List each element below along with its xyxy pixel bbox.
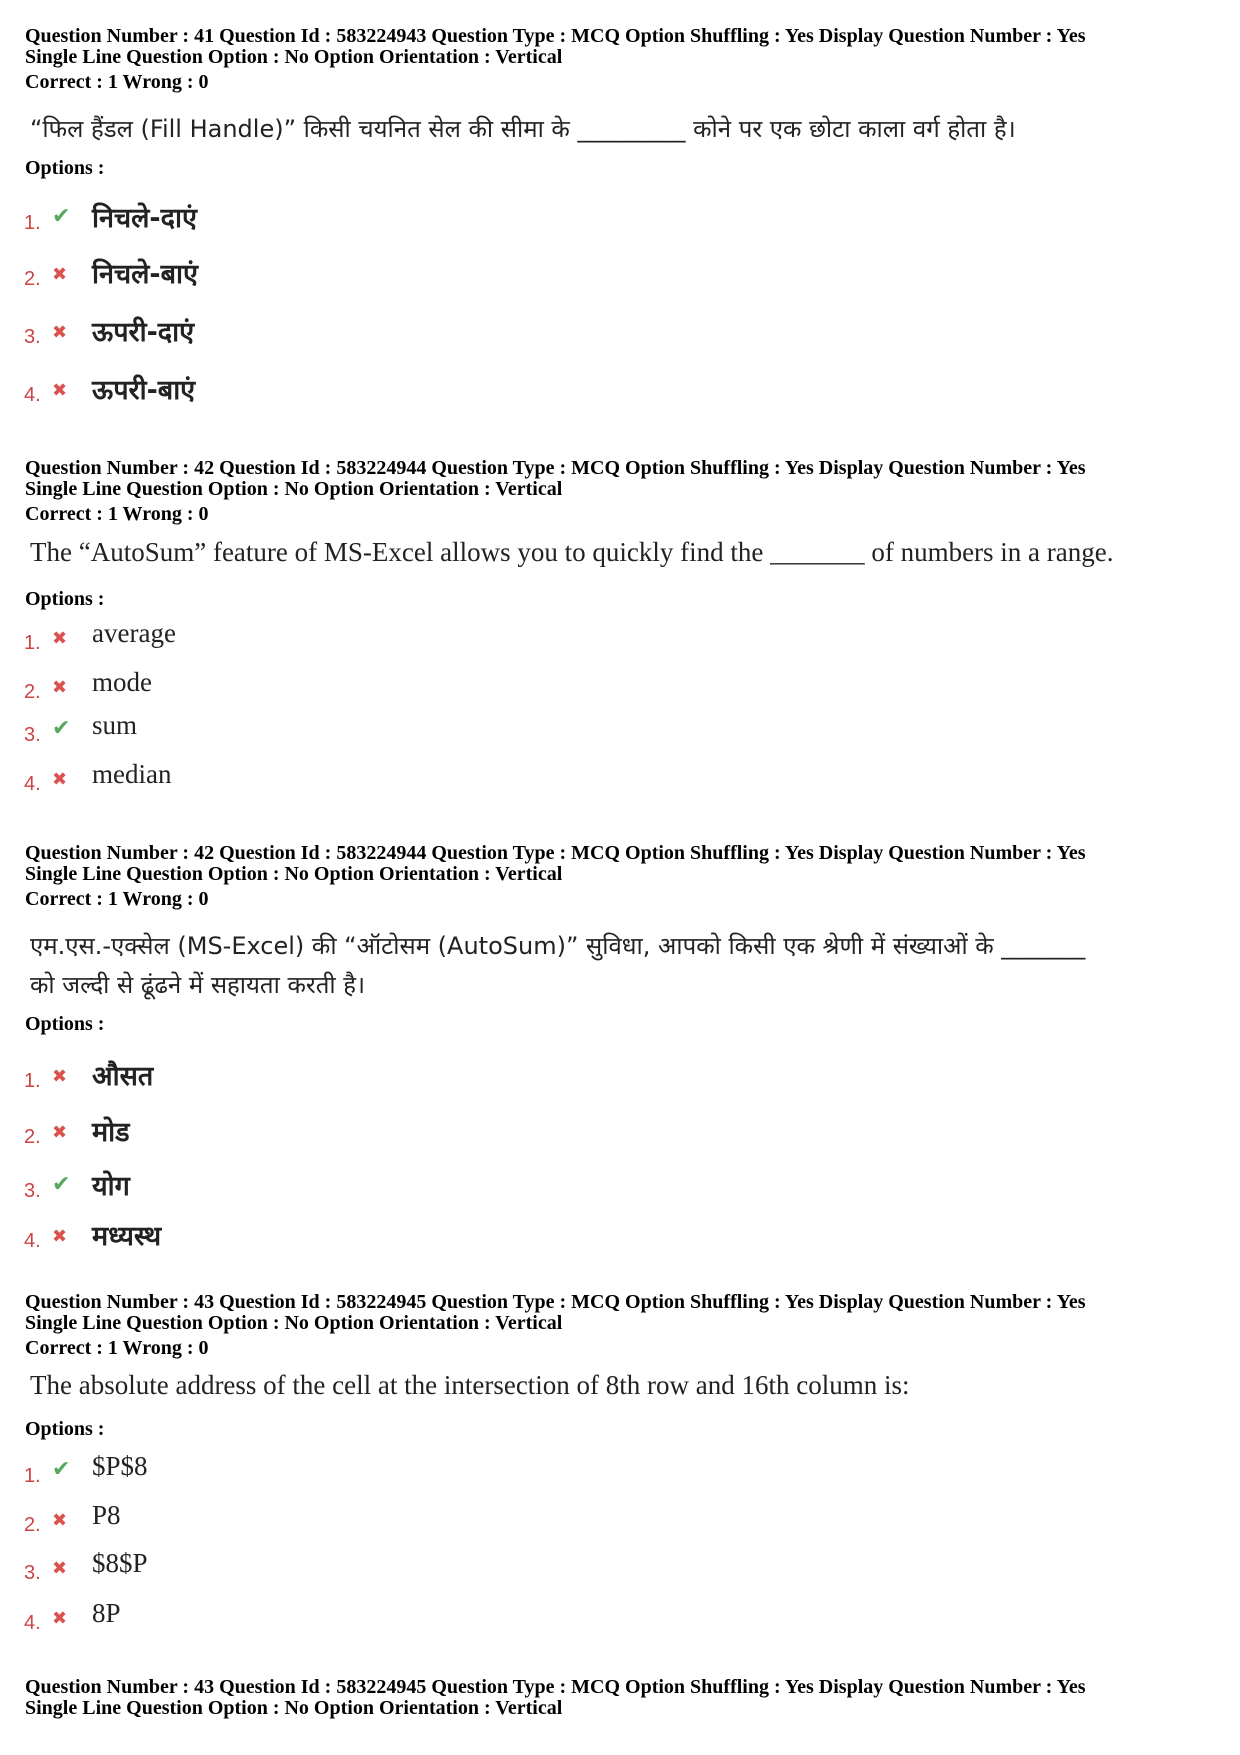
option-text: median xyxy=(92,759,172,789)
option-text: निचले-बाएं xyxy=(92,259,198,290)
option-text: ऊपरी-बाएं xyxy=(92,375,196,406)
option-number: 1. xyxy=(24,1070,41,1092)
question-text: The “AutoSum” feature of MS-Excel allows you to quickly find the _______ of numbers in a range. xyxy=(30,537,1114,567)
option-text: मोड xyxy=(92,1117,130,1148)
option-number: 2. xyxy=(24,1126,41,1148)
cross-icon: ✖ xyxy=(52,322,68,343)
option-number: 1. xyxy=(24,212,41,234)
check-icon: ✔ xyxy=(52,1457,71,1482)
cross-icon: ✖ xyxy=(52,769,68,790)
marking-scheme: Correct : 1 Wrong : 0 xyxy=(25,1337,209,1359)
option-text: 8P xyxy=(92,1598,121,1628)
option-text: P8 xyxy=(92,1500,121,1530)
cross-icon: ✖ xyxy=(52,1122,68,1143)
question-options-line: Single Line Question Option : No Option Orientation : Vertical xyxy=(25,863,563,885)
option-number: 3. xyxy=(24,1562,41,1584)
cross-icon: ✖ xyxy=(52,1510,68,1531)
option-number: 4. xyxy=(24,384,41,406)
options-label: Options : xyxy=(25,1013,105,1035)
check-icon: ✔ xyxy=(52,204,71,229)
option-text: ऊपरी-दाएं xyxy=(92,317,195,348)
question-text: एम.एस.-एक्सेल (MS-Excel) की “ऑटोसम (AutoSum)” सुविधा, आपको किसी एक श्रेणी में संख्याओं के _______ xyxy=(30,932,1086,960)
option-number: 3. xyxy=(24,1180,41,1202)
question-metadata xyxy=(25,843,1225,910)
question-options-line: Single Line Question Option : No Option Orientation : Vertical xyxy=(25,46,563,68)
cross-icon: ✖ xyxy=(52,1608,68,1629)
question-options-line: Single Line Question Option : No Option Orientation : Vertical xyxy=(25,1697,563,1719)
question-info-line: Question Number : 42 Question Id : 583224944 Question Type : MCQ Option Shuffling : Yes Display Question Number : Yes xyxy=(25,457,1086,479)
question-info-line: Question Number : 43 Question Id : 583224945 Question Type : MCQ Option Shuffling : Yes Display Question Number : Yes xyxy=(25,1291,1086,1313)
option-number: 3. xyxy=(24,326,41,348)
option-text: mode xyxy=(92,667,152,697)
question-text: “फिल हैंडल (Fill Handle)” किसी चयनित सेल की सीमा के _________ कोने पर एक छोटा काला वर्ग होता है। xyxy=(30,115,1016,143)
marking-scheme: Correct : 1 Wrong : 0 xyxy=(25,71,209,93)
cross-icon: ✖ xyxy=(52,628,68,649)
cross-icon: ✖ xyxy=(52,1558,68,1579)
options-label: Options : xyxy=(25,1418,105,1440)
check-icon: ✔ xyxy=(52,716,71,741)
option-text: $8$P xyxy=(92,1548,148,1578)
option-number: 4. xyxy=(24,1230,41,1252)
question-metadata xyxy=(25,1677,1225,1719)
cross-icon: ✖ xyxy=(52,1066,68,1087)
options-label: Options : xyxy=(25,588,105,610)
option-number: 4. xyxy=(24,773,41,795)
question-options-line: Single Line Question Option : No Option Orientation : Vertical xyxy=(25,478,563,500)
question-text: The absolute address of the cell at the intersection of 8th row and 16th column is: xyxy=(30,1370,910,1400)
option-number: 1. xyxy=(24,1465,41,1487)
cross-icon: ✖ xyxy=(52,1226,68,1247)
question-metadata xyxy=(25,1292,1225,1359)
check-icon: ✔ xyxy=(52,1172,71,1197)
option-text: निचले-दाएं xyxy=(92,203,197,234)
option-number: 2. xyxy=(24,1514,41,1536)
option-text: औसत xyxy=(92,1061,154,1092)
question-options-line: Single Line Question Option : No Option Orientation : Vertical xyxy=(25,1312,563,1334)
option-number: 2. xyxy=(24,268,41,290)
options-label: Options : xyxy=(25,157,105,179)
question-info-line: Question Number : 41 Question Id : 583224943 Question Type : MCQ Option Shuffling : Yes Display Question Number : Yes xyxy=(25,25,1086,47)
question-info-line: Question Number : 42 Question Id : 583224944 Question Type : MCQ Option Shuffling : Yes Display Question Number : Yes xyxy=(25,842,1086,864)
question-metadata xyxy=(25,458,1225,525)
question-text-continued: को जल्दी से ढूंढने में सहायता करती है। xyxy=(30,971,366,999)
marking-scheme: Correct : 1 Wrong : 0 xyxy=(25,888,209,910)
cross-icon: ✖ xyxy=(52,380,68,401)
cross-icon: ✖ xyxy=(52,677,68,698)
question-metadata xyxy=(25,26,1225,93)
option-text: sum xyxy=(92,710,138,740)
option-number: 1. xyxy=(24,632,41,654)
option-number: 4. xyxy=(24,1612,41,1634)
marking-scheme: Correct : 1 Wrong : 0 xyxy=(25,503,209,525)
question-info-line: Question Number : 43 Question Id : 583224945 Question Type : MCQ Option Shuffling : Yes Display Question Number : Yes xyxy=(25,1676,1086,1698)
option-text: average xyxy=(92,618,176,648)
option-number: 2. xyxy=(24,681,41,703)
option-text: योग xyxy=(92,1171,130,1202)
option-text: मध्यस्थ xyxy=(92,1221,162,1252)
option-text: $P$8 xyxy=(92,1451,148,1481)
cross-icon: ✖ xyxy=(52,264,68,285)
option-number: 3. xyxy=(24,724,41,746)
